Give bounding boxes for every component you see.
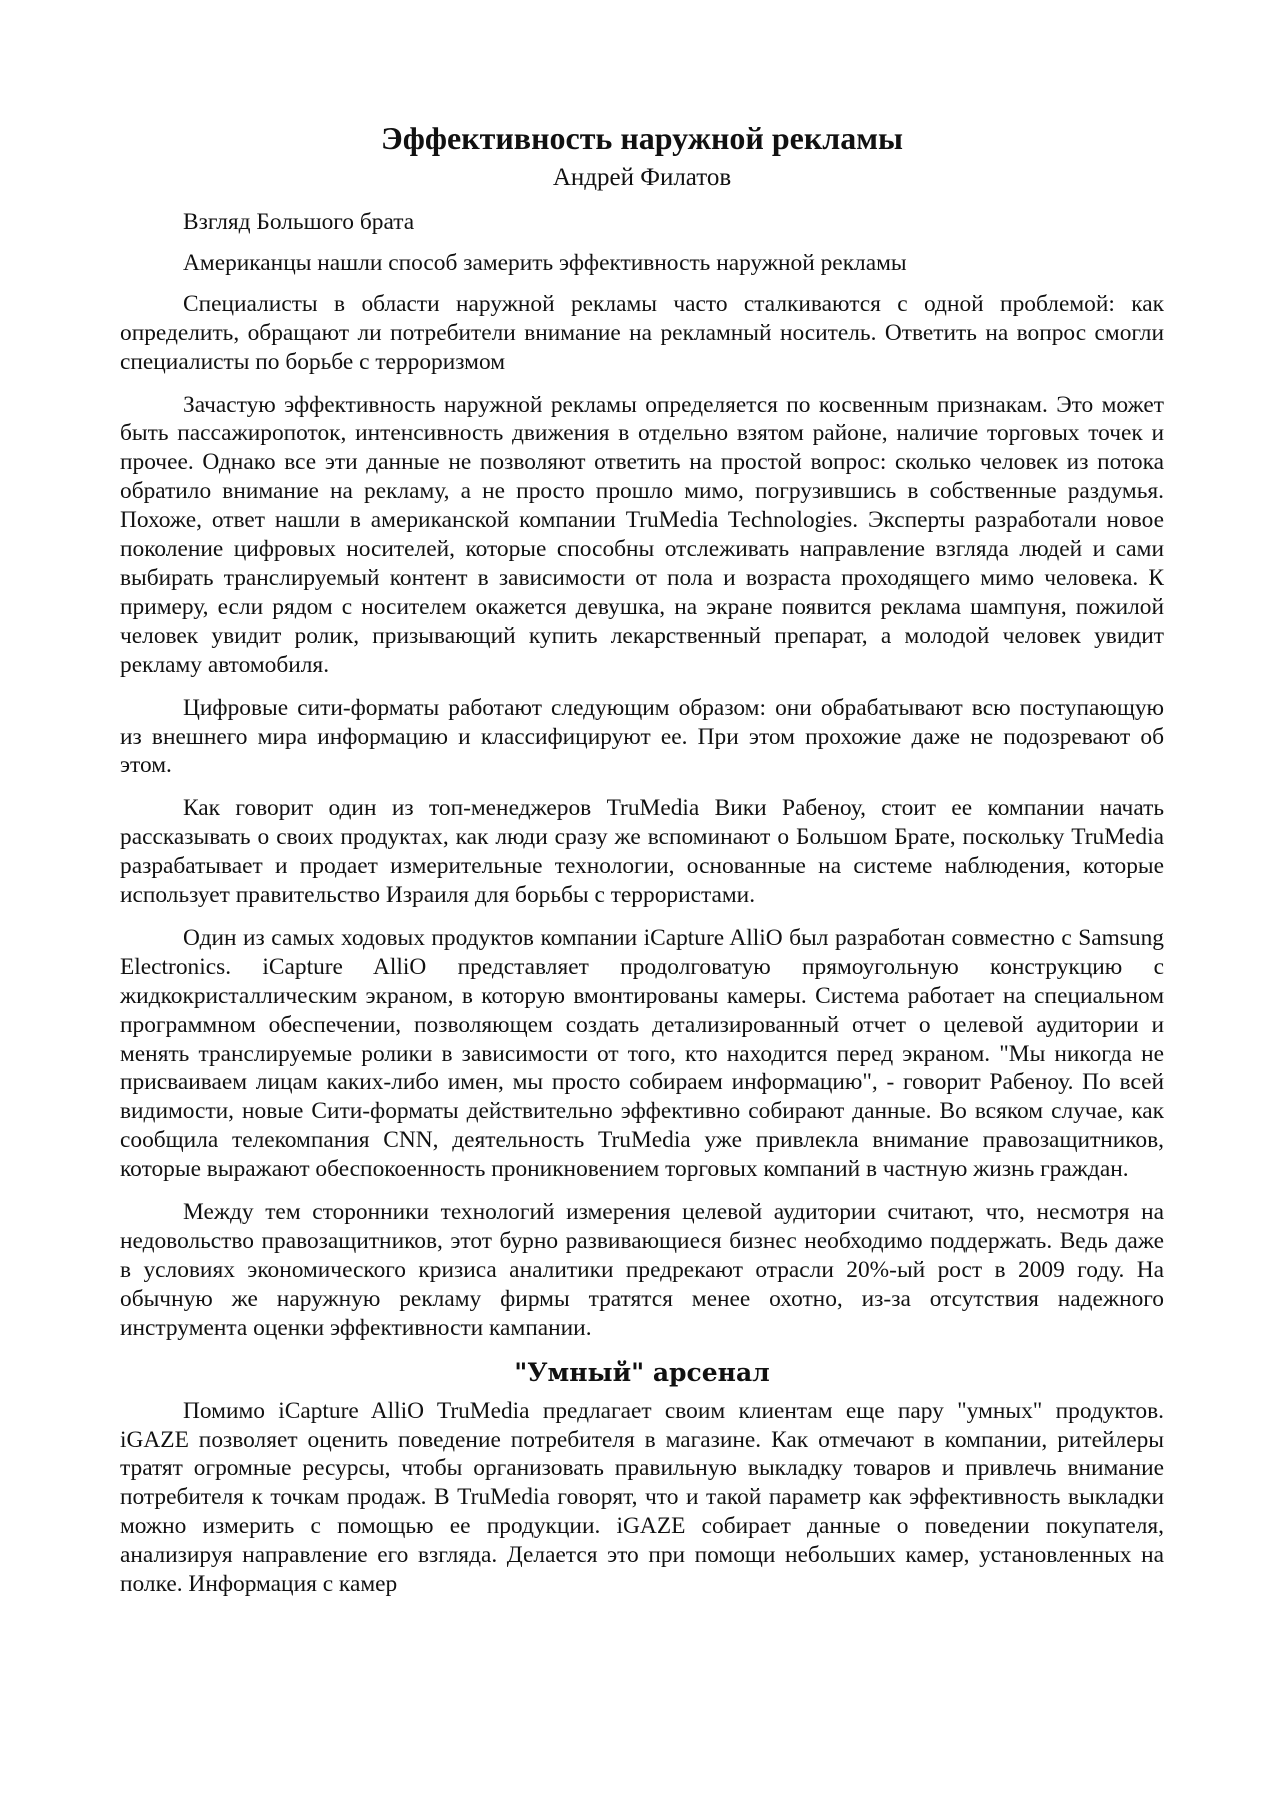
body-paragraph-1: Специалисты в области наружной рекламы часто сталкиваются с одной проблемой: как определить, обращают ли потребители внимание на рекламный носитель. Ответить на вопрос смогли специалисты по борьбе с терроризмом xyxy=(120,290,1164,375)
body-paragraph-4: Как говорит один из топ-менеджеров TruMedia Вики Рабеноу, стоит ее компании начать рассказывать о своих продуктах, как люди сразу же вспоминают о Большом Брате, поскольку TruMedia разрабатывает и продает измерительные технологии, основанные на системе наблюдения, которые использует правительство Израиля для борьбы с террористами. xyxy=(120,795,1164,909)
section-paragraph-1: Помимо iCapture AlliO TruMedia предлагает своим клиентам еще пару "умных" продуктов. iGAZE позволяет оценить поведение потребителя в магазине. Как отмечают в компании, ритейлеры тратят огромные ресурсы, чтобы организовать правильную выкладку товаров и привлечь внимание потребителя к точкам продаж. В TruMedia говорят, что и такой параметр как эффективность выкладки можно измерить с помощью ее продукции. iGAZE собирает данные о поведении покупателя, анализируя направление его взгляда. Делается это при помощи небольших камер, установленных на полке. Информация с камер xyxy=(120,1397,1164,1598)
body-paragraph-6: Между тем сторонники технологий измерения целевой аудитории считают, что, несмотря на недовольство правозащитников, этот бурно развивающиеся бизнес необходимо поддержать. Ведь даже в условиях экономического кризиса аналитики предрекают отрасли 20%-ый рост в 2009 году. На обычную же наружную рекламу фирмы тратятся менее охотно, из-за отсутствия надежного инструмента оценки эффективности кампании. xyxy=(120,1199,1164,1341)
document-author: Андрей Филатов xyxy=(552,164,732,191)
body-paragraph-5: Один из самых ходовых продуктов компании iCapture AlliO был разработан совместно с Samsung Electronics. iCapture AlliO представляет продолговатую прямоугольную конструкцию с жидкокристаллическим экраном, в которую вмонтированы камеры. Система работает на специальном программном обеспечении, позволяющем создать детализированный отчет о целевой аудитории и менять транслируемые ролики в зависимости от того, кто находится перед экраном. "Мы никогда не присваиваем лицам каких-либо имен, мы просто собираем информацию", - говорит Рабеноу. По всей видимости, новые Сити-форматы действительно эффективно собирают данные. Во всяком случае, как сообщила телекомпания CNN, деятельность TruMedia уже привлекла внимание правозащитников, которые выражают обеспокоенность проникновением торговых компаний в частную жизнь граждан. xyxy=(120,924,1164,1183)
body-paragraph-3: Цифровые сити-форматы работают следующим образом: они обрабатывают всю поступающую из внешнего мира информацию и классифицируют ее. При этом прохожие даже не подозревают об этом. xyxy=(120,694,1164,779)
section-heading: "Умный" арсенал xyxy=(514,1357,770,1387)
lead-line: Американцы нашли способ замерить эффективность наружной рекламы xyxy=(183,249,907,276)
body-paragraph-2: Зачастую эффективность наружной рекламы определяется по косвенным признакам. Это может быть пассажиропоток, интенсивность движения в отдельно взятом районе, наличие торговых точек и прочее. Однако все эти данные не позволяют ответить на простой вопрос: сколько человек из потока обратило внимание на рекламу, а не просто прошло мимо, погрузившись в собственные раздумья. Похоже, ответ нашли в американской компании TruMedia Technologies. Эксперты разработали новое поколение цифровых носителей, которые способны отслеживать направление взгляда людей и сами выбирать транслируемый контент в зависимости от пола и возраста проходящего мимо человека. К примеру, если рядом с носителем окажется девушка, на экране появится реклама шампуня, пожилой человек увидит ролик, призывающий купить лекарственный препарат, а молодой человек увидит рекламу автомобиля. xyxy=(120,391,1164,678)
document-page xyxy=(120,118,1164,1599)
kicker-line: Взгляд Большого брата xyxy=(183,209,415,235)
document-title: Эффективность наружной рекламы xyxy=(381,120,903,156)
